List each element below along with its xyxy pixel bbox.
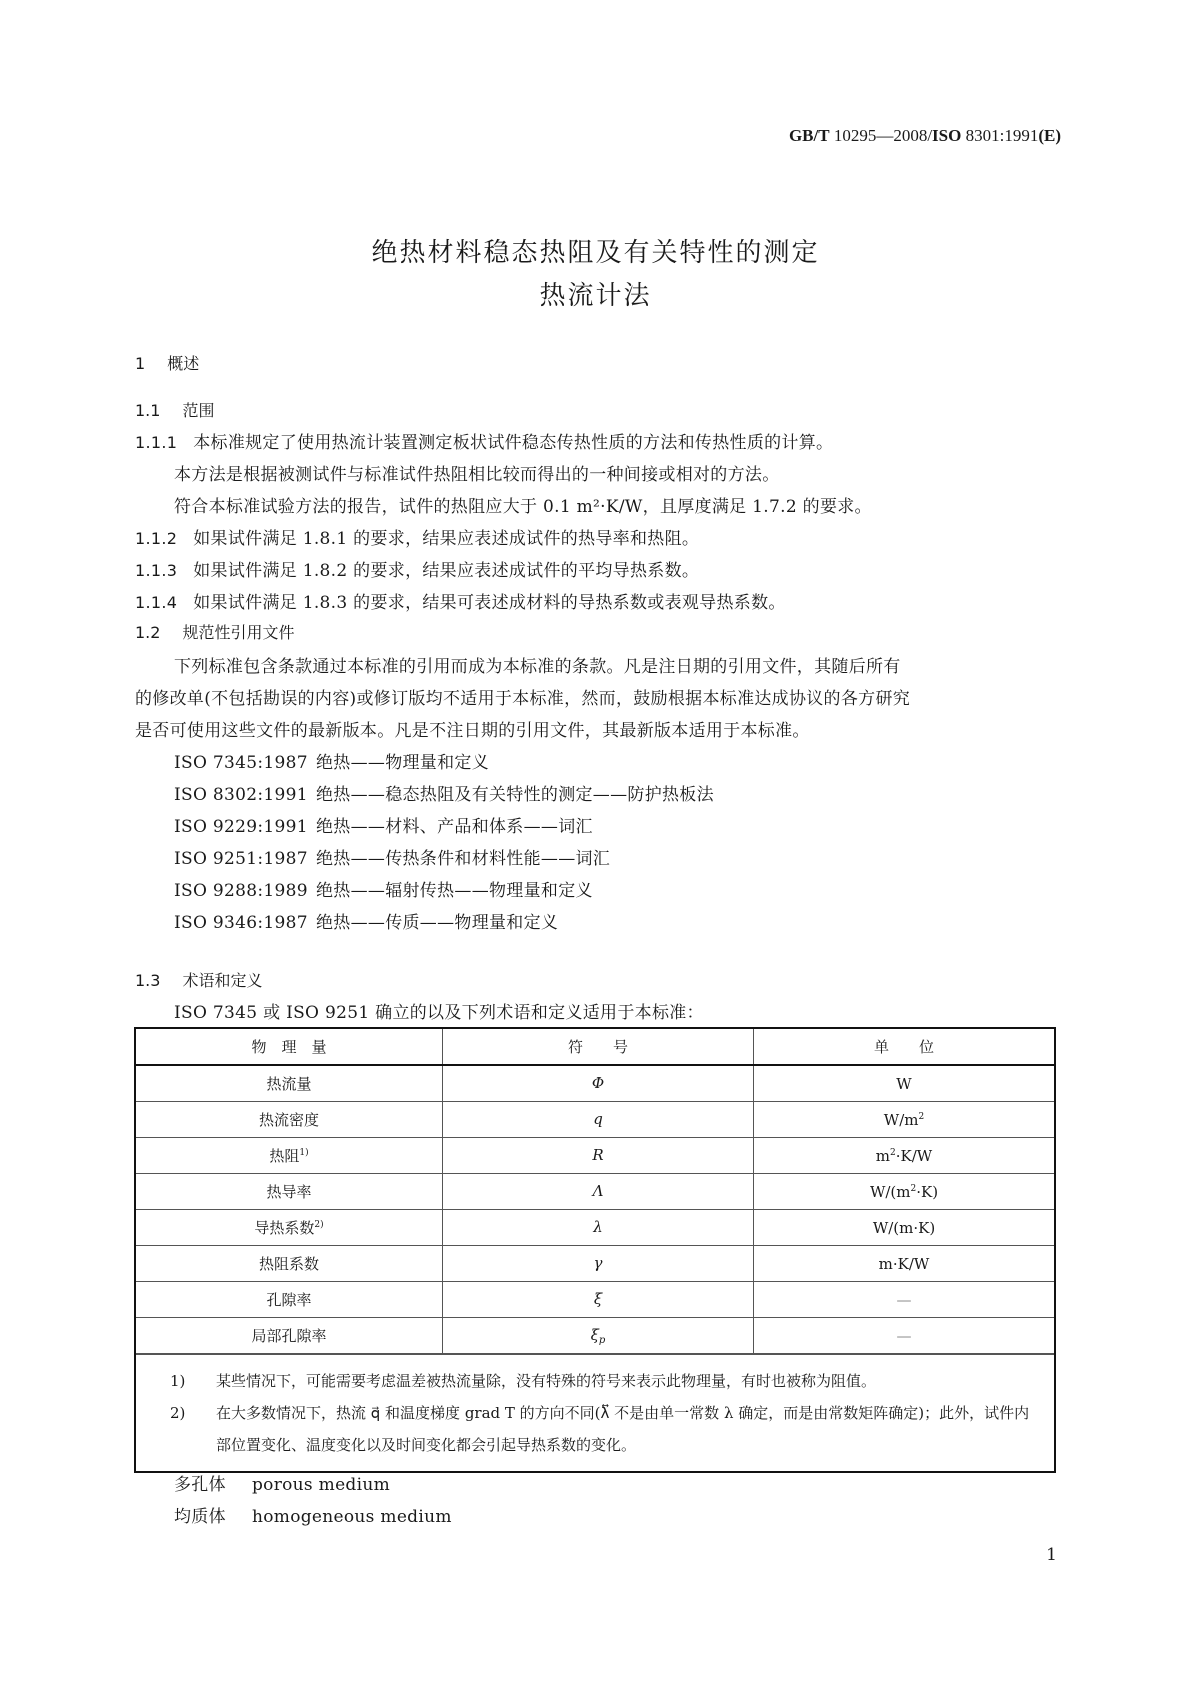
table-row: [136, 1174, 1054, 1210]
table-row: [136, 1102, 1054, 1138]
footnote-number: 2): [170, 1404, 186, 1422]
clause-number: 1.1.4: [135, 593, 178, 612]
table-header-row: [136, 1029, 1054, 1065]
reference-item: [174, 908, 558, 933]
section-1-2-heading: [135, 620, 294, 643]
section-number: 1.3: [135, 971, 161, 990]
section-title: 概述: [167, 354, 200, 373]
lang-code: (E): [1038, 126, 1061, 145]
section-1-heading: [135, 351, 199, 374]
cell-unit: —: [754, 1318, 1055, 1354]
cell-quantity: 导热系数$^{2)}$: [136, 1210, 443, 1246]
clause-text: 如果试件满足 1.8.3 的要求，结果可表述成材料的导热系数或表观导热系数。: [193, 593, 786, 613]
references-intro-line1: 下列标准包含条款通过本标准的引用而成为本标准的条款。凡是注日期的引用文件，其随后所有: [174, 657, 901, 677]
reference-code: ISO 7345:1987: [174, 753, 308, 773]
table-row: [136, 1210, 1054, 1246]
table-footnotes: [136, 1354, 1054, 1471]
cell-symbol: γ: [443, 1246, 754, 1282]
header-quantity: 物 理 量: [136, 1029, 443, 1065]
cell-unit: $m^2\cdot K/W$: [754, 1138, 1055, 1174]
reference-item: [174, 812, 593, 837]
section-1-1-heading: [135, 398, 214, 421]
section-number: 1.2: [135, 623, 161, 642]
cell-quantity: 热流量: [136, 1065, 443, 1102]
reference-item: [174, 748, 489, 773]
clause-1-1-1-para2: 本方法是根据被测试件与标准试件热阻相比较而得出的一种间接或相对的方法。: [174, 465, 780, 485]
cell-symbol: ξ: [443, 1282, 754, 1318]
terms-intro: ISO 7345 或 ISO 9251 确立的以及下列术语和定义适用于本标准：: [174, 1003, 704, 1023]
reference-code: ISO 8302:1991: [174, 785, 308, 805]
clause-1-1-3: [135, 556, 699, 581]
cell-quantity: 热流密度: [136, 1102, 443, 1138]
document-title: 绝热材料稳态热阻及有关特性的测定: [371, 238, 820, 268]
clause-1-1-4: [135, 588, 786, 613]
reference-title: 绝热——稳态热阻及有关特性的测定——防护热板法: [316, 785, 714, 805]
section-title: 规范性引用文件: [182, 623, 295, 642]
standard-code: [789, 126, 1061, 146]
clause-number: 1.1.2: [135, 529, 178, 548]
section-number: 1.1: [135, 401, 161, 420]
reference-title: 绝热——物理量和定义: [316, 753, 489, 773]
section-title: 术语和定义: [182, 971, 263, 990]
term-zh: 均质体: [174, 1507, 226, 1527]
terms-table: [134, 1027, 1056, 1473]
cell-unit: W: [754, 1065, 1055, 1102]
cell-unit: $W/m^2$: [754, 1102, 1055, 1138]
cell-quantity: 局部孔隙率: [136, 1318, 443, 1354]
cell-quantity: 热阻$^{1)}$: [136, 1138, 443, 1174]
iso-prefix: ISO: [932, 126, 962, 145]
cell-quantity: 热导率: [136, 1174, 443, 1210]
reference-title: 绝热——传热条件和材料性能——词汇: [316, 849, 611, 869]
cell-unit: W/(m·K): [754, 1210, 1055, 1246]
header-symbol: 符 号: [443, 1029, 754, 1065]
footnote-text: 某些情况下，可能需要考虑温差被热流量除，没有特殊的符号来表示此物理量，有时也被称为阻值。: [216, 1372, 877, 1390]
cell-symbol: R: [443, 1138, 754, 1174]
cell-quantity: 热阻系数: [136, 1246, 443, 1282]
cell-symbol: $\xi_p$: [443, 1318, 754, 1354]
references-intro-line3: 是否可使用这些文件的最新版本。凡是不注日期的引用文件，其最新版本适用于本标准。: [135, 721, 810, 741]
reference-code: ISO 9251:1987: [174, 849, 308, 869]
term-en: homogeneous medium: [252, 1507, 452, 1527]
reference-code: ISO 9346:1987: [174, 913, 308, 933]
reference-title: 绝热——传质——物理量和定义: [316, 913, 559, 933]
std-number: 10295—2008/: [829, 126, 933, 145]
footnote: [170, 1365, 1054, 1397]
term-en: porous medium: [252, 1475, 391, 1495]
clause-text: 如果试件满足 1.8.1 的要求，结果应表述成试件的热导率和热阻。: [193, 529, 700, 549]
table-row: [136, 1246, 1054, 1282]
page-number: 1: [1046, 1545, 1057, 1565]
footnote-text: 在大多数情况下，热流 q⃗ 和温度梯度 grad T 的方向不同(λ⃡ 不是由单一常数 λ 确定，而是由常数矩阵确定)；此外，试件内部位置变化、温度变化以及时间变化都会引起导热系数的变化。: [216, 1404, 1030, 1454]
table-row: [136, 1282, 1054, 1318]
cell-unit: m·K/W: [754, 1246, 1055, 1282]
reference-item: [174, 876, 593, 901]
cell-quantity: 孔隙率: [136, 1282, 443, 1318]
document-subtitle: 热流计法: [539, 281, 652, 311]
reference-title: 绝热——辐射传热——物理量和定义: [316, 881, 593, 901]
clause-1-1-1-para3: 符合本标准试验方法的报告，试件的热阻应大于 0.1 m²·K/W，且厚度满足 1.7.2 的要求。: [174, 497, 872, 517]
header-unit: 单 位: [754, 1029, 1055, 1065]
clause-1-1-1: [135, 428, 833, 453]
references-intro-line2: 的修改单(不包括勘误的内容)或修订版均不适用于本标准，然而，鼓励根据本标准达成协议的各方研究: [135, 689, 911, 709]
table-row: [136, 1138, 1054, 1174]
clause-number: 1.1.3: [135, 561, 178, 580]
reference-code: ISO 9288:1989: [174, 881, 308, 901]
cell-symbol: Φ: [443, 1065, 754, 1102]
clause-text: 本标准规定了使用热流计装置测定板状试件稳态传热性质的方法和传热性质的计算。: [193, 433, 834, 453]
reference-item: [174, 780, 714, 805]
clause-1-1-2: [135, 524, 699, 549]
reference-title: 绝热——材料、产品和体系——词汇: [316, 817, 593, 837]
table-row: [136, 1065, 1054, 1102]
clause-number: 1.1.1: [135, 433, 178, 452]
reference-code: ISO 9229:1991: [174, 817, 308, 837]
section-number: 1: [135, 354, 146, 373]
term-entry: [174, 1502, 452, 1527]
cell-unit: $W/(m^2\cdot K)$: [754, 1174, 1055, 1210]
std-prefix: GB/T: [788, 126, 830, 145]
cell-symbol: q: [443, 1102, 754, 1138]
term-zh: 多孔体: [174, 1475, 226, 1495]
section-title: 范围: [182, 401, 215, 420]
clause-text: 如果试件满足 1.8.2 的要求，结果应表述成试件的平均导热系数。: [193, 561, 700, 581]
reference-item: [174, 844, 610, 869]
cell-symbol: λ: [443, 1210, 754, 1246]
cell-symbol: Λ: [443, 1174, 754, 1210]
section-1-3-heading: [135, 968, 262, 991]
iso-number: 8301:1991: [961, 126, 1039, 145]
footnote: [170, 1397, 1054, 1461]
footnote-number: 1): [170, 1372, 186, 1390]
table-row: [136, 1318, 1054, 1354]
term-entry: [174, 1470, 390, 1495]
cell-unit: —: [754, 1282, 1055, 1318]
